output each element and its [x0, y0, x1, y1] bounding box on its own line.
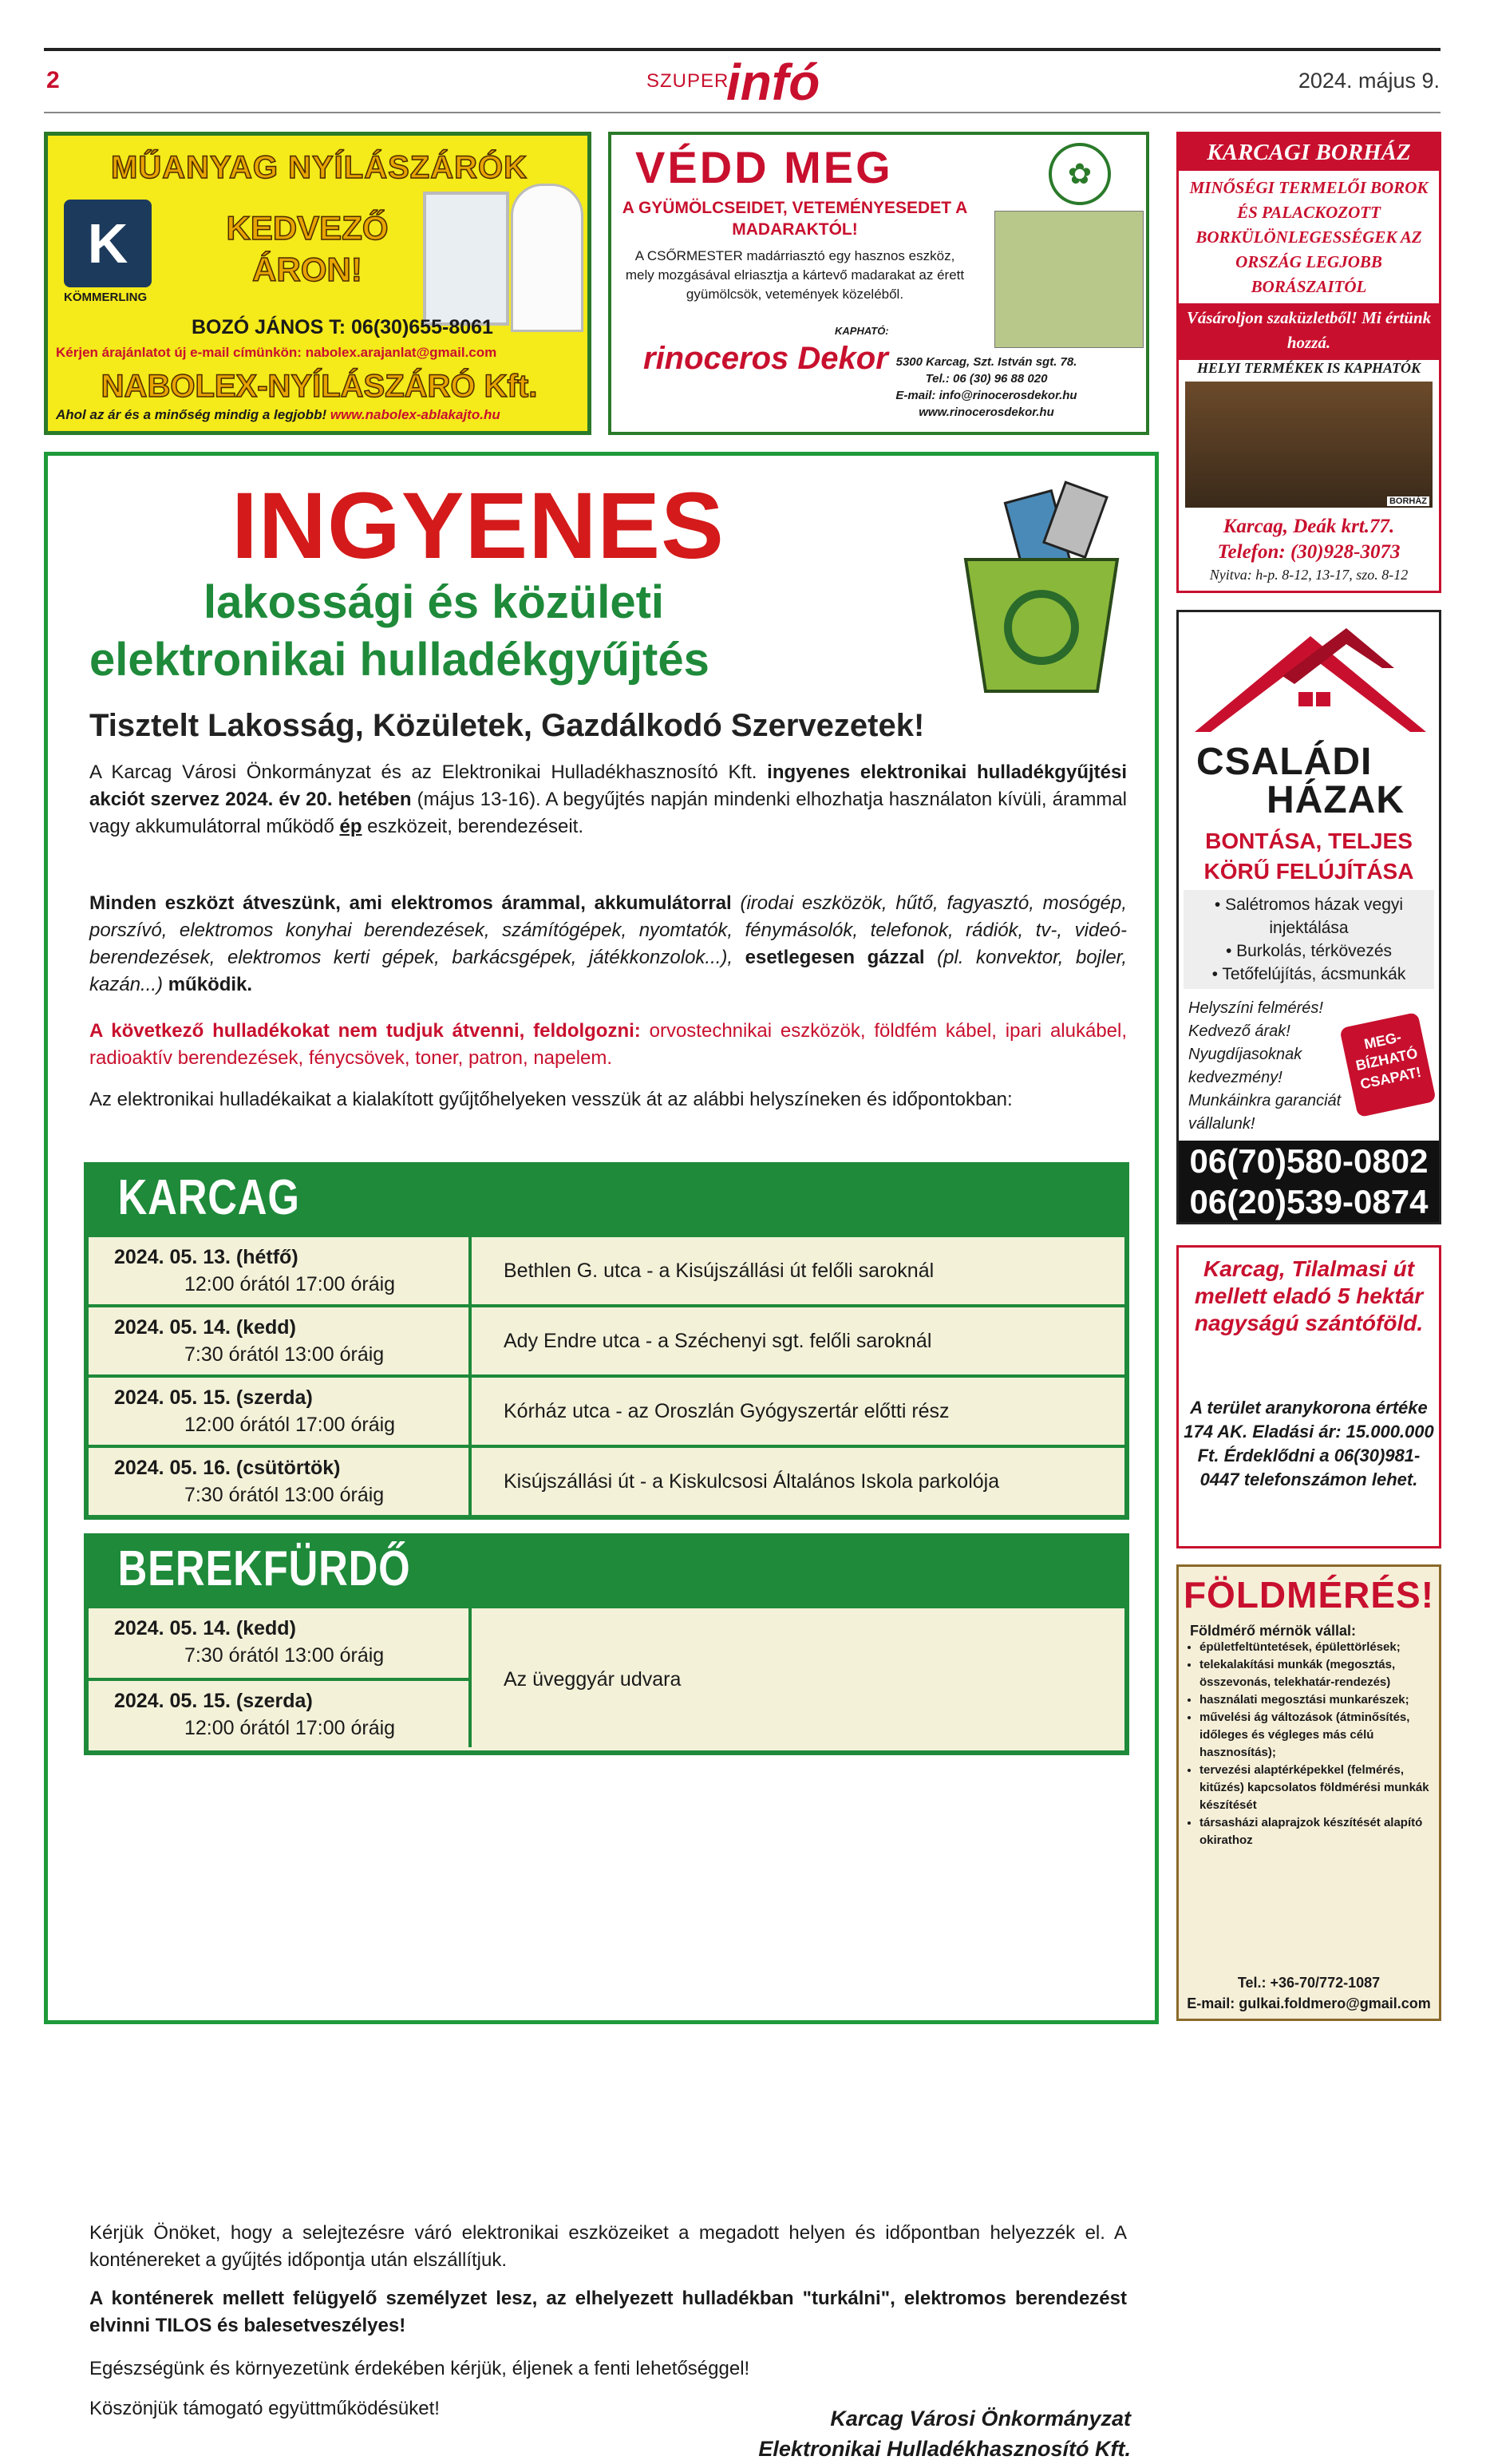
foldmeres-title: FÖLDMÉRÉS! [1183, 1574, 1435, 1616]
p3-text-b: orvostechnikai eszközök, földfém kábel, ipari alukábel, radioaktív berendezések, fénycsövek, toner, patron, napelem. [89, 1020, 1128, 1069]
p2-text-b: (irodai eszközök, hűtő, fagyasztó, mosógép, porszívó, elektromos konyhai berendezések, számítógépek, nyomtatók, fénymásolók, telefonok, rádiók, tv-, videó-berendezések, elektromos kerti gépek, barkácsgépek, játékkonzolok...), [89, 892, 1127, 968]
row-day: 2024. 05. 15. (szerda) [114, 1386, 313, 1409]
wine-shop-photo [1185, 382, 1433, 508]
row-time: 12:00 órától 17:00 óráig [184, 1273, 396, 1295]
paragraph-health: Egészségünk és környezetünk érdekében kérjük, éljenek a fenti lehetőséggel! [89, 2358, 750, 2379]
nabolex-slogan: Ahol az ár és a minőség mindig a legjobb! [56, 407, 327, 422]
hazak-phone-2: 06(20)539-0874 [1189, 1183, 1429, 1220]
rino-available: KAPHATÓ: [835, 325, 889, 337]
szanto-headline: Karcag, Tilalmasi út mellett eladó 5 hektár nagyságú szántóföld. [1194, 1256, 1424, 1335]
kommerling-text: KÖMMERLING [64, 291, 148, 304]
row-location: Bethlen G. utca - a Kisújszállási út felőli saroknál [504, 1260, 935, 1282]
rino-address: 5300 Karcag, Szt. István sgt. 78. [895, 355, 1077, 369]
borhaz-photo-tag: BORHÁZ [1387, 496, 1429, 506]
list-item: • telekalakítási munkák (megosztás, összevonás, telekhatár-rendezés) [1199, 1656, 1439, 1691]
rino-brand: rinoceros Dekor [643, 341, 888, 376]
issue-date: 2024. május 9. [1298, 69, 1440, 93]
row-location: Ady Endre utca - a Széchenyi sgt. felőli saroknál [504, 1330, 932, 1352]
greeting: Tisztelt Lakosság, Közületek, Gazdálkodó Szervezetek! [89, 708, 925, 743]
p1-text-c: (május 13-16). A begyűjtés napján mindenki elhozhatja használaton kívüli, árammal vagy akkumulátorral működő [89, 789, 1127, 837]
paragraph-warning: A konténerek mellett felügyelő személyzet lesz, az elhelyezett hulladékban "turkálni", elektromos berendezést elvinni TILOS és balesetveszélyes! [89, 2288, 1127, 2336]
nabolex-footer [56, 407, 500, 423]
nabolex-mail [56, 345, 496, 361]
window-icon [423, 192, 509, 326]
foldmeres-email[interactable]: E-mail: gulkai.foldmero@gmail.com [1187, 1995, 1431, 2011]
p2-text-d: (pl. konvektor, bojler, kazán...) [89, 947, 1128, 995]
foldmeres-contact [1179, 1972, 1439, 2014]
bird-emblem-icon: ✿ [1049, 143, 1111, 205]
row-time: 12:00 órától 17:00 óráig [184, 1414, 396, 1436]
karcag-schedule [84, 1162, 1129, 1520]
borhaz-address: Karcag, Deák krt.77. [1223, 516, 1395, 537]
list-item: • tervezési alaptérképekkel (felmérés, kitűzés) kapcsolatos földmérési munkák készítését [1199, 1762, 1439, 1814]
nabolex-company: NABOLEX-NYÍLÁSZÁRÓ Kft. [101, 369, 538, 404]
table-row [89, 1605, 1124, 1750]
ad-foldmeres [1176, 1564, 1441, 2021]
karcag-title: KARCAG [117, 1170, 300, 1225]
row-time: 7:30 órától 13:00 óráig [184, 1644, 385, 1667]
mail-prefix: Kérjen árajánlatot új e-mail címünkön: [56, 345, 302, 360]
hazak-list [1184, 890, 1434, 989]
mail-address[interactable]: nabolex.arajanlat@gmail.com [305, 345, 497, 360]
p2-text-c: esetlegesen gázzal [745, 947, 925, 968]
trusted-team-stamp: MEG-BÍZHATÓ CSAPAT! [1339, 1012, 1437, 1117]
list-item: • épületfeltüntetések, épülettörlések; [1199, 1639, 1439, 1656]
table-row [89, 1304, 1124, 1374]
paragraph-thanks: Köszönjük támogató együttműködésüket! [89, 2398, 440, 2419]
roof-icon [1187, 620, 1434, 732]
row-time: 7:30 órától 13:00 óráig [184, 1343, 385, 1366]
rino-body: A CSŐRMESTER madárriasztó egy hasznos eszköz, mely mozgásával elriasztja a kártevő madarakat az érett gyümölcsök, vetemények közeléből. [625, 248, 965, 302]
borhaz-local: HELYI TERMÉKEK IS KAPHATÓK [1197, 360, 1421, 376]
p1-text-b: ingyenes elektronikai hulladékgyűjtési akciót szervez 2024. év 20. hetében [89, 761, 1127, 810]
ad-szantofold [1176, 1245, 1441, 1548]
brand-big: infó [726, 53, 820, 111]
ad-csaladi-hazak [1176, 610, 1441, 1224]
p2-text-a: Minden eszközt átveszünk, ami elektromos árammal, akkumulátorral [89, 892, 732, 914]
rino-title: VÉDD MEG [635, 142, 893, 192]
borhaz-phone: Telefon: (30)928-3073 [1217, 541, 1401, 563]
row-day: 2024. 05. 14. (kedd) [114, 1316, 296, 1339]
paragraph-locations: Az elektronikai hulladékaikat a kialakított gyűjtőhelyeken vesszük át az alábbi helyszíneken és időpontokban: [89, 1089, 1013, 1110]
borhaz-contact [1179, 514, 1439, 565]
p3-text-a: A következő hulladékokat nem tudjuk átvenni, feldolgozni: [89, 1020, 641, 1042]
hazak-item: • Tetőfelújítás, ácsmunkák [1211, 965, 1406, 983]
hazak-item: • Burkolás, térkövezés [1225, 942, 1393, 960]
list-item: • használati megosztási munkarészek; [1199, 1691, 1439, 1709]
rino-subtitle: A GYÜMÖLCSEIDET, VETEMÉNYESEDET A MADARAKTÓL! [622, 199, 968, 239]
hazak-title-1: CSALÁDI [1196, 741, 1373, 783]
kommerling-logo-icon: K [64, 200, 152, 287]
table-row [89, 1234, 1124, 1304]
hazak-benefits: Helyszíni felmérés! Kedvező árak! Nyugdíjasoknak kedvezmény! Munkáinkra garanciát vállalunk! [1188, 999, 1342, 1133]
foldmeres-tel: Tel.: +36-70/772-1087 [1237, 1975, 1381, 1991]
list-item: • művelési ág változások (átminősítés, időleges és végleges más célú hasznosítás); [1199, 1709, 1439, 1762]
p1-text-d: ép [339, 816, 362, 837]
row-day: 2024. 05. 13. (hétfő) [114, 1246, 298, 1268]
row-day: 2024. 05. 15. (szerda) [114, 1690, 313, 1712]
ad-nabolex [44, 132, 591, 435]
rino-email[interactable]: E-mail: info@rinocerosdekor.hu [895, 389, 1077, 402]
borhaz-cta: Vásároljon szaküzletből! Mi értünk hozzá. [1179, 303, 1439, 360]
waste-collection-announcement [44, 452, 1159, 2461]
hazak-phones [1179, 1141, 1439, 1222]
brand-small: SZUPER [646, 70, 729, 92]
hazak-title-2: HÁZAK [1267, 779, 1405, 821]
signature [758, 2403, 1131, 2464]
rino-tel: Tel.: 06 (30) 96 88 020 [925, 372, 1048, 386]
header-rule [44, 48, 1441, 51]
row-time: 7:30 órától 13:00 óráig [184, 1484, 385, 1506]
ad-borhaz [1176, 132, 1441, 593]
header-underline [44, 112, 1441, 113]
nabolex-title: MŰANYAG NYÍLÁSZÁRÓK [111, 150, 528, 185]
p1-text-e: eszközeit, berendezéseit. [362, 816, 583, 837]
table-row [89, 1445, 1124, 1515]
paragraph-request: Kérjük Önöket, hogy a selejtezésre váró elektronikai eszközeiket a megadott helyen és időpontban helyezzék el. A konténereket a gyűjtés időpontja után elszállítjuk. [89, 2222, 1127, 2271]
nabolex-web[interactable]: www.nabolex-ablakajto.hu [330, 407, 500, 422]
p2-text-e: működik. [168, 974, 253, 995]
paragraph-intro [89, 759, 1127, 840]
nabolex-phone: BOZÓ JÁNOS T: 06(30)655-8061 [192, 316, 493, 338]
headline-free: INGYENES [231, 473, 725, 579]
paragraph-not-accepted [89, 1018, 1127, 1072]
row-day: 2024. 05. 14. (kedd) [114, 1617, 296, 1639]
garden-picture [994, 211, 1144, 348]
paragraph-accepted [89, 890, 1127, 999]
berekfurdo-schedule [84, 1533, 1129, 1755]
berekfurdo-title: BEREKFÜRDŐ [117, 1541, 411, 1596]
subheadline-1: lakossági és közületi [204, 576, 665, 628]
page-number: 2 [46, 67, 60, 93]
borhaz-body: MINŐSÉGI TERMELŐI BOROK ÉS PALACKOZOTT BORKÜLÖNLEGESSÉGEK AZ ORSZÁG LEGJOBB BORÁSZAITÓL [1189, 178, 1429, 296]
hazak-item: • Salétromos házak vegyi injektálása [1214, 896, 1404, 937]
hazak-phone-1: 06(70)580-0802 [1189, 1142, 1429, 1180]
nabolex-offer: KEDVEZŐ ÁRON! [226, 209, 389, 288]
list-item: • társasházi alaprajzok készítését alapító okirathoz [1199, 1814, 1439, 1849]
p1-text-a: A Karcag Városi Önkormányzat és az Elektronikai Hulladékhasznosító Kft. [89, 761, 768, 783]
hazak-service: BONTÁSA, TELJES KÖRŰ FELÚJÍTÁSA [1203, 829, 1414, 884]
foldmeres-intro: Földmérő mérnök vállal: [1190, 1623, 1357, 1639]
table-row [89, 1374, 1124, 1445]
row-day: 2024. 05. 16. (csütörtök) [114, 1457, 341, 1479]
rino-contact [875, 354, 1098, 421]
foldmeres-list [1190, 1639, 1439, 1849]
masthead-logo [646, 53, 846, 112]
subheadline-2: elektronikai hulladékgyűjtés [89, 634, 709, 686]
door-icon [511, 184, 583, 332]
ad-rinoceros [608, 132, 1149, 435]
rino-web[interactable]: www.rinocerosdekor.hu [919, 405, 1054, 419]
signature-1: Karcag Városi Önkormányzat [830, 2407, 1131, 2430]
row-location: Kórház utca - az Oroszlán Gyógyszertár előtti rész [504, 1400, 950, 1422]
row-time: 12:00 órától 17:00 óráig [184, 1717, 396, 1739]
szanto-details: A terület aranykorona értéke 174 AK. Eladási ár: 15.000.000 Ft. Érdeklődni a 06(30)981-0447 telefonszámon lehet. [1184, 1398, 1434, 1489]
row-location: Az üveggyár udvara [504, 1668, 682, 1691]
borhaz-title: KARCAGI BORHÁZ [1179, 134, 1439, 171]
borhaz-hours: Nyitva: h-p. 8-12, 13-17, szo. 8-12 [1209, 567, 1409, 583]
row-location: Kisújszállási út - a Kiskulcsosi Általános Iskola parkolója [504, 1470, 1000, 1493]
signature-2: Elektronikai Hulladékhasznosító Kft. [758, 2437, 1131, 2461]
recycle-bin-icon [950, 480, 1133, 695]
